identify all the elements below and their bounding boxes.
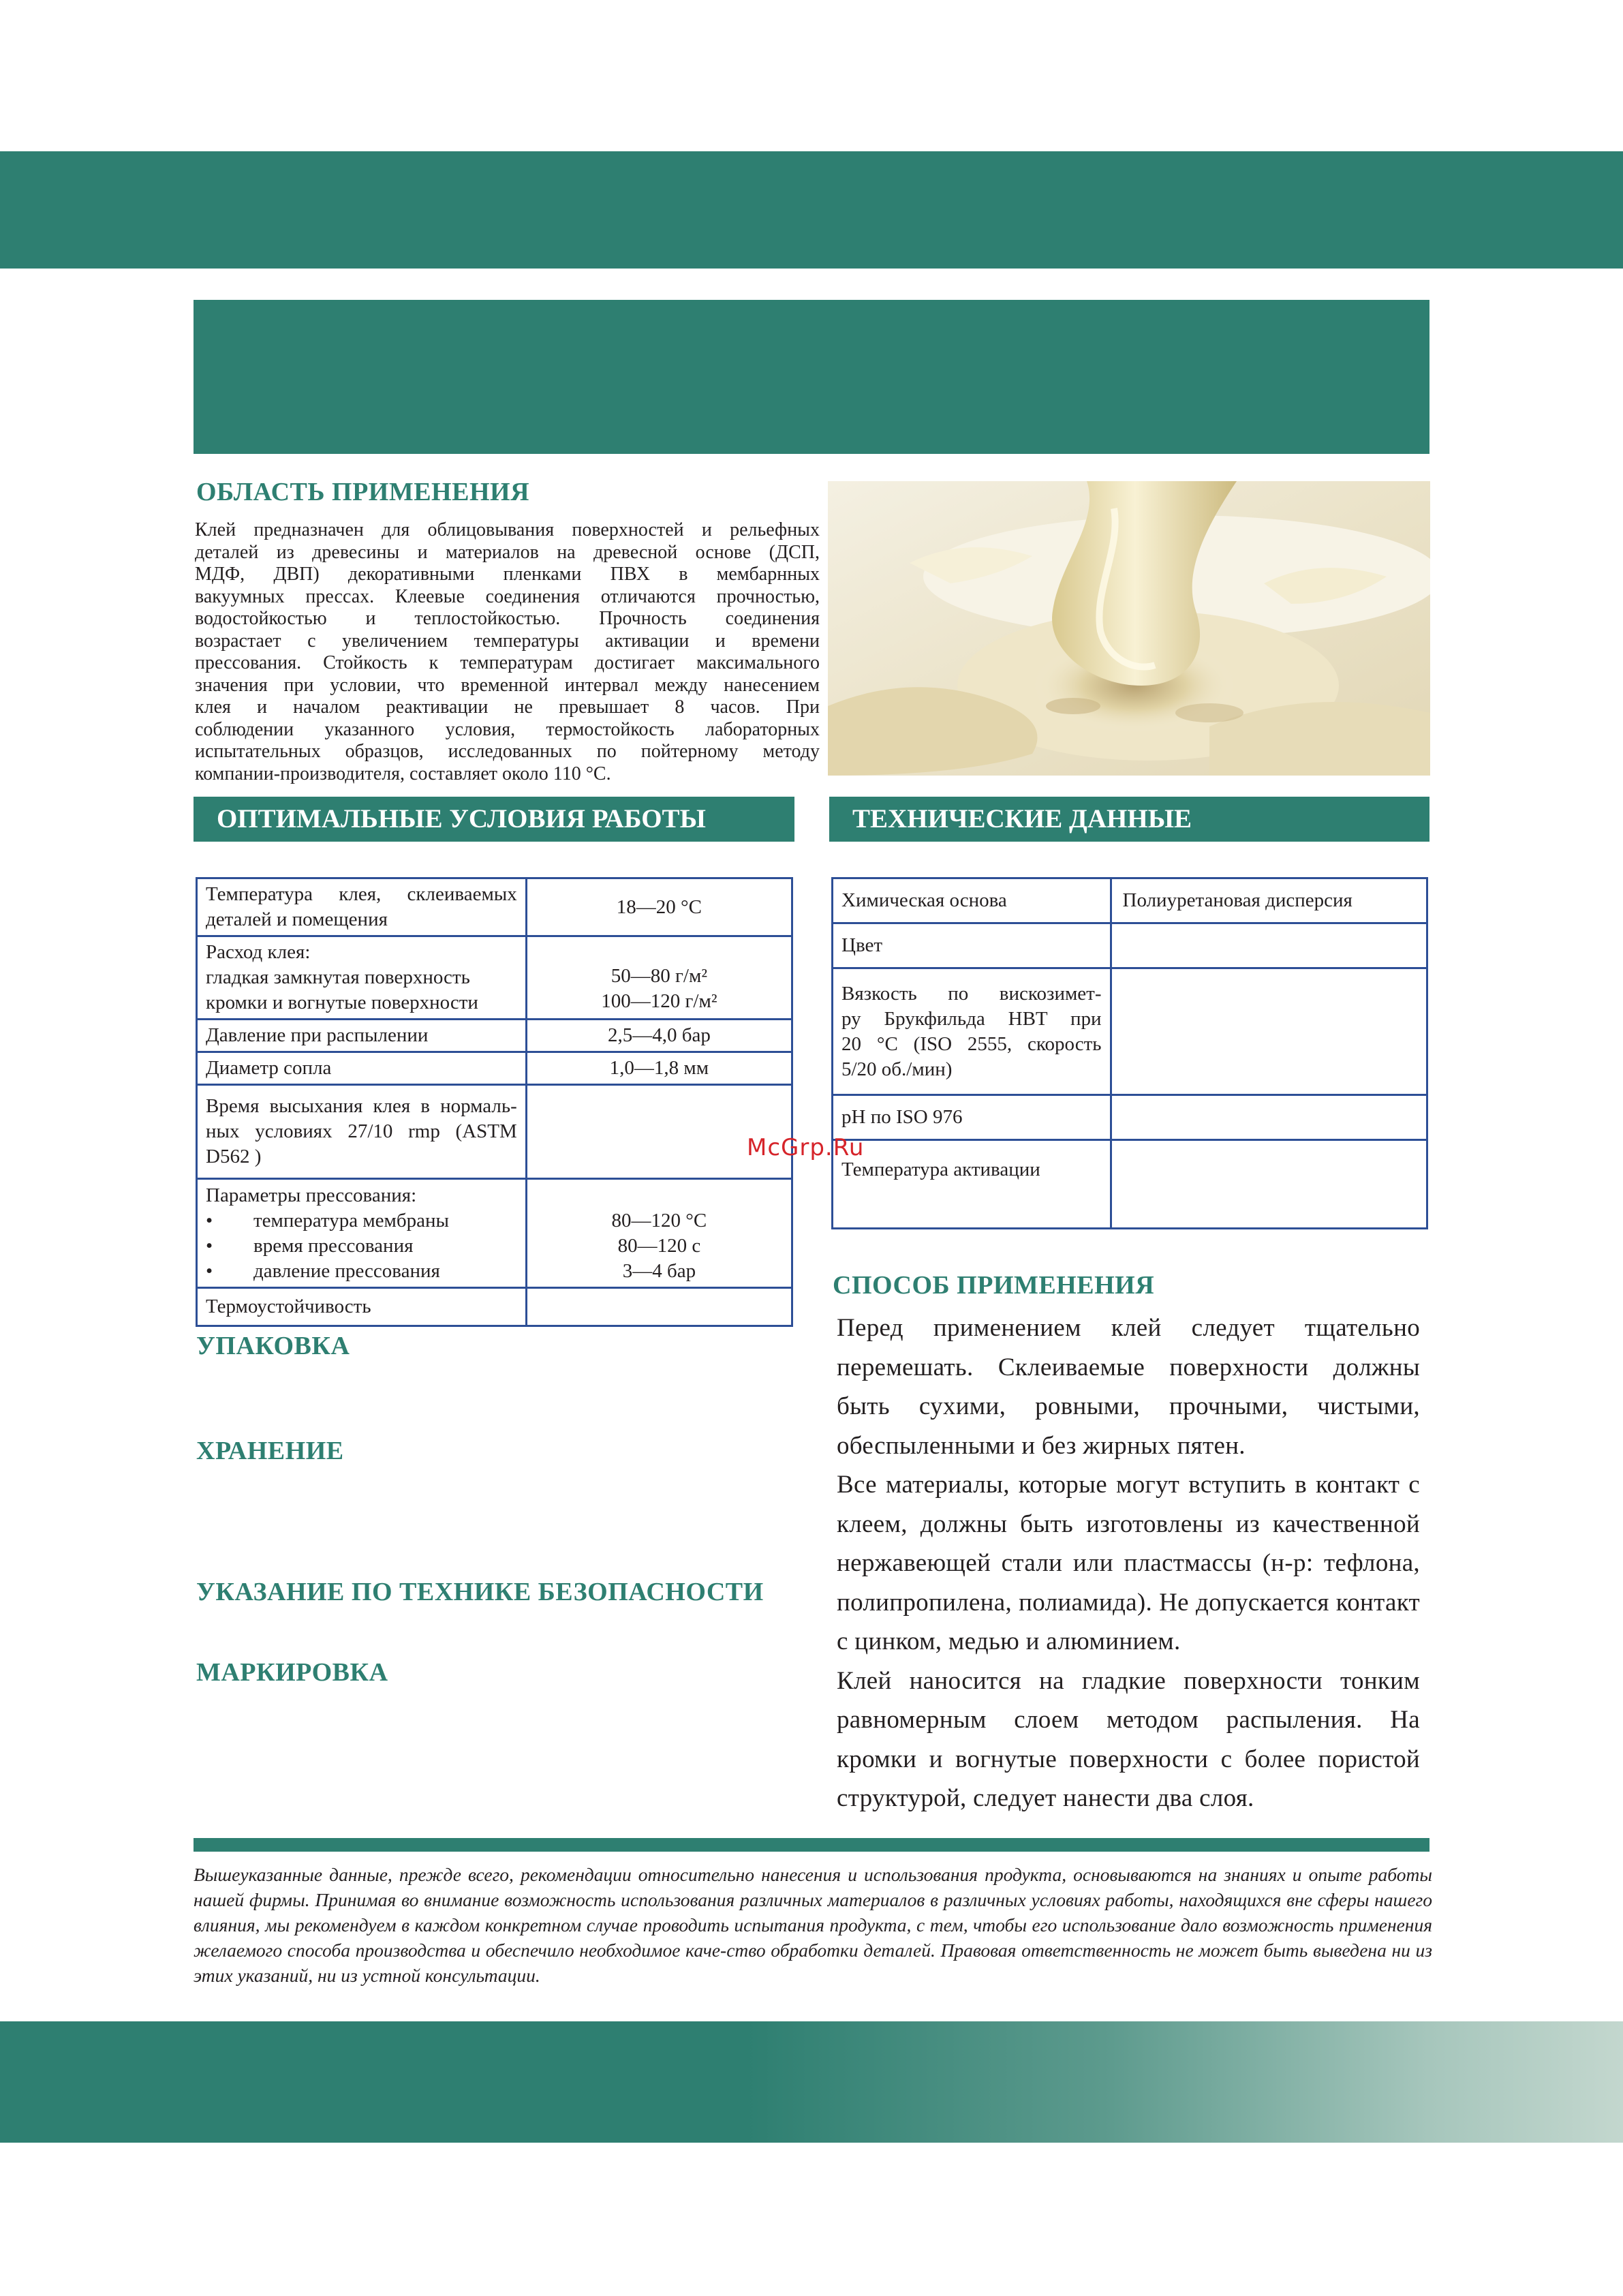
table-row: [833, 1140, 1427, 1229]
cell-line: 5/20 об./мин): [841, 1058, 953, 1080]
table-row: [197, 878, 792, 936]
packaging-heading: УПАКОВКА: [196, 1332, 350, 1360]
table-cell: [1111, 923, 1427, 968]
table-row: [197, 936, 792, 1020]
method-paragraph: Клей наносится на гладкие поверхности тонким равномерным слоем методом распыления. На кромки и вогнутые поверхности с более пористой структурой, следует нанести два слоя.: [837, 1666, 1420, 1812]
application-line: прессования. Стойкость к температурам достигает максимального: [195, 652, 820, 673]
technical-heading: ТЕХНИЧЕСКИЕ ДАННЫЕ: [829, 797, 1429, 842]
bullet-label: время прессования: [253, 1234, 414, 1257]
table-cell: Диаметр сопла: [197, 1052, 527, 1085]
application-line: клея и началом реактивации не превышает 8 часов. При: [195, 697, 820, 718]
bullet-glyph: •: [206, 1234, 213, 1257]
application-line: возрастает с увеличением температуры активации и времени: [195, 630, 820, 652]
table-cell: [197, 878, 527, 936]
table-cell: [1111, 968, 1427, 1095]
bullet-glyph: •: [206, 1209, 213, 1231]
conditions-heading: ОПТИМАЛЬНЫЕ УСЛОВИЯ РАБОТЫ: [194, 797, 794, 842]
cell-line: кромки и вогнутые поверхности: [206, 992, 478, 1013]
bottom-band: [0, 2021, 1623, 2143]
cell-line: 100—120 г/м²: [601, 990, 717, 1012]
table-cell: 18—20 °С: [526, 878, 792, 936]
cell-line: D562 ): [206, 1146, 262, 1167]
disclaimer-text: Вышеуказанные данные, прежде всего, рекомендации относительно нанесения и использования продукта, основываются на знаниях и опыте работы нашей фирмы. Принимая во внимание возможность использования различных материалов в различных условиях работы, находящихся вне сферы нашего влияния, мы рекомендуем в каждом конкретном случае проводить испытания продукта, с тем, чтобы его использование дало возможность применения желаемого способа производства и обеспечило необходимое каче-ство обработки деталей. Правовая ответственность не может быть выведена ни из этих указаний, ни из устной консультации.: [194, 1864, 1432, 1986]
table-cell: Давление при распылении: [197, 1020, 527, 1052]
footer-rule: [194, 1838, 1429, 1852]
cell-line: ру Брукфильда HBT при: [841, 1007, 1102, 1030]
cell-line: 3—4 бар: [622, 1260, 696, 1282]
cell-line: 80—120 с: [617, 1235, 701, 1257]
application-line: водостойкостью и теплостойкостью. Прочность соединения: [195, 608, 820, 629]
table-cell: [197, 1085, 527, 1179]
title-banner: [194, 300, 1429, 454]
application-line: вакуумных прессах. Клеевые соединения отличаются прочностью,: [195, 585, 820, 607]
top-band: [0, 151, 1623, 269]
table-cell: [526, 1288, 792, 1326]
cell-line: гладкая замкнутая поверхность: [206, 966, 470, 988]
table-row: [833, 968, 1427, 1095]
cell-line: Вязкость по вискозимет-: [841, 982, 1102, 1005]
storage-heading: ХРАНЕНИЕ: [196, 1437, 344, 1465]
table-cell: pH по ISO 976: [833, 1095, 1111, 1140]
conditions-table: [196, 877, 793, 1327]
cell-line: Расход клея:: [206, 941, 311, 963]
table-cell: [526, 1085, 792, 1179]
technical-table: [831, 877, 1428, 1229]
table-cell: [197, 1179, 527, 1288]
table-cell: [526, 1179, 792, 1288]
table-cell: Химическая основа: [833, 878, 1111, 923]
bullet-label: давление прессования: [253, 1259, 440, 1282]
application-line: МДФ, ДВП) декоративными пленками ПВХ в мембарнных: [195, 564, 820, 585]
table-cell: [1111, 1095, 1427, 1140]
table-cell: 1,0—1,8 мм: [526, 1052, 792, 1085]
bullet-item: [206, 1234, 517, 1259]
cell-line: 80—120 °С: [611, 1210, 707, 1231]
marking-heading: МАРКИРОВКА: [196, 1658, 388, 1687]
table-cell: [833, 968, 1111, 1095]
table-row: [197, 1179, 792, 1288]
table-cell: [1111, 1140, 1427, 1229]
cell-line: Время высыхания клея в нормаль-: [206, 1095, 517, 1117]
method-paragraph: Все материалы, которые могут вступить в контакт с клеем, должны быть изготовлены из качественной нержавеющей стали или пластмассы (н-р: тефлона, полипропилена, полиамида). Не допускается контакт с цинком, медью и алюминием.: [837, 1471, 1420, 1655]
table-row: [833, 1095, 1427, 1140]
method-paragraph: Перед применением клей следует тщательно перемешать. Склеиваемые поверхности должны быть сухими, ровными, прочными, чистыми, обеспыленными и без жирных пятен.: [837, 1314, 1420, 1460]
bullet-label: температура мембраны: [253, 1209, 450, 1231]
application-heading: ОБЛАСТЬ ПРИМЕНЕНИЯ: [196, 478, 530, 506]
table-row: [833, 878, 1427, 923]
table-cell: [197, 936, 527, 1020]
method-text: [837, 1308, 1420, 1818]
cell-line: Температура клея, склеиваемых: [206, 883, 517, 905]
table-row: [197, 1085, 792, 1179]
cell-line: 50—80 г/м²: [610, 965, 708, 987]
application-text: [195, 519, 820, 785]
application-line: соблюдении указанного условия, термостойкость лабораторных: [195, 718, 820, 740]
safety-heading: УКАЗАНИЕ ПО ТЕХНИКЕ БЕЗОПАСНОСТИ: [196, 1578, 764, 1606]
application-line: испытательных образцов, исследованных по пойтерному методу: [195, 741, 820, 762]
table-cell: Цвет: [833, 923, 1111, 968]
bullet-glyph: •: [206, 1259, 213, 1282]
table-cell: Термоустойчивость: [197, 1288, 527, 1326]
table-row: [197, 1288, 792, 1326]
table-cell: [526, 936, 792, 1020]
bullet-item: [206, 1208, 517, 1234]
application-line: значения при условии, что временной интервал между нанесением: [195, 674, 820, 696]
table-row: [197, 1020, 792, 1052]
application-line: компании-производителя, составляет около 110 °С.: [195, 763, 611, 784]
cell-line: 20 °С (ISO 2555, скорость: [841, 1032, 1102, 1055]
table-row: [833, 923, 1427, 968]
cell-line: деталей и помещения: [206, 908, 388, 930]
watermark: McGrp.Ru: [747, 1134, 865, 1161]
method-heading: СПОСОБ ПРИМЕНЕНИЯ: [833, 1271, 1155, 1300]
application-line: Клей предназначен для облицовывания поверхностей и рельефных: [195, 519, 820, 540]
glue-photo: [828, 481, 1430, 776]
cell-line: ных условиях 27/10 rmp (ASTM: [206, 1120, 517, 1142]
table-cell: 2,5—4,0 бар: [526, 1020, 792, 1052]
cell-line: Параметры прессования:: [206, 1184, 417, 1206]
table-cell: Температура активации: [833, 1140, 1111, 1229]
table-row: [197, 1052, 792, 1085]
table-cell: Полиуретановая дисперсия: [1111, 878, 1427, 923]
bullet-item: [206, 1259, 517, 1284]
application-line: деталей из древесины и материалов на древесной основе (ДСП,: [195, 541, 820, 563]
